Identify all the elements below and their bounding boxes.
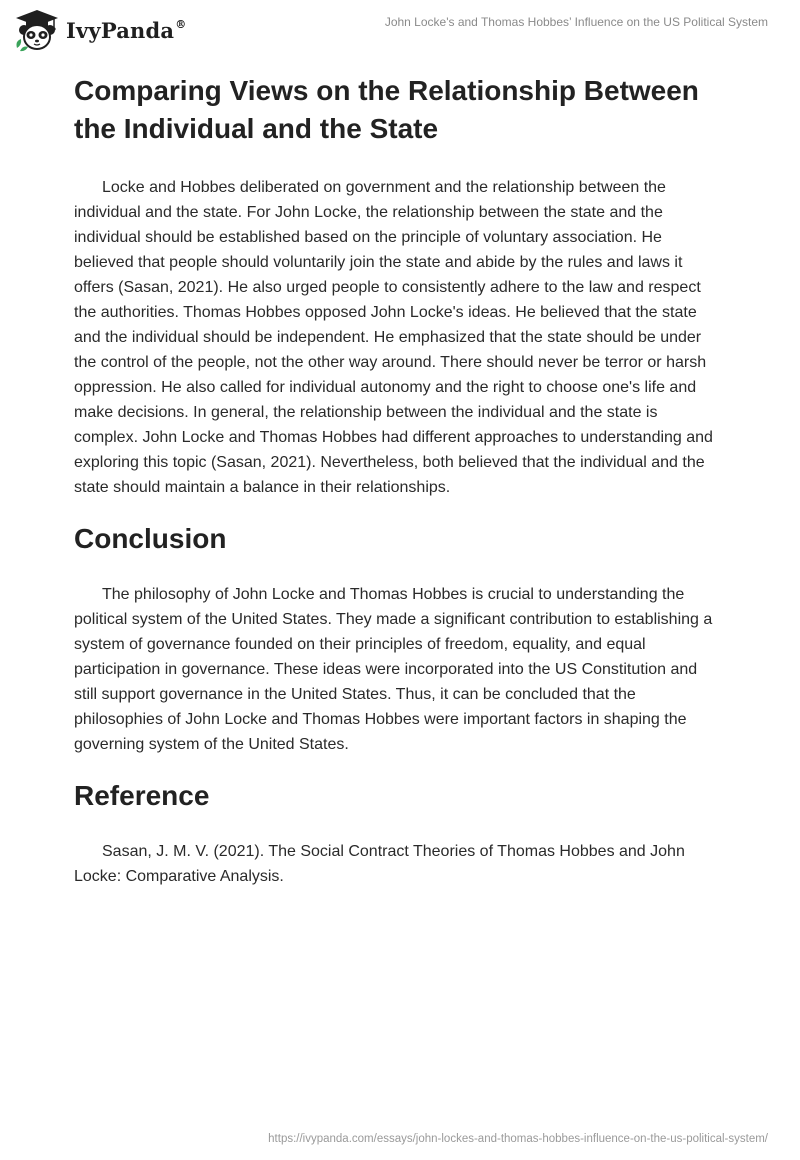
section-paragraph-relationship: Locke and Hobbes deliberated on government and the relationship between the individual and the state. For John Locke, the relationship between the state and the individual should be established based on the principle of voluntary association. He believed that people should voluntarily join the state and abide by the rules and laws it offers (Sasan, 2021). He also urged people to consistently adhere to the law and respect the authorities. Thomas Hobbes opposed John Locke's ideas. He believed that the state and the individual should be independent. He emphasized that the state should be under the control of the people, not the other way around. There should never be terror or harsh oppression. He also called for individual autonomy and the right to choose one's life and make decisions. In general, the relationship between the individual and the state is complex. John Locke and Thomas Hobbes had different approaches to understanding and exploring this topic (Sasan, 2021). Nevertheless, both believed that the individual and the state should maintain a balance in their relationships. bbox=[74, 179, 713, 496]
essay-body bbox=[74, 72, 724, 889]
running-title: John Locke's and Thomas Hobbes’ Influence on the US Political System bbox=[384, 15, 768, 29]
section-heading-reference: Reference bbox=[74, 780, 210, 811]
panda-graduate-icon bbox=[14, 8, 60, 52]
page-header bbox=[0, 0, 800, 60]
logo-wordmark: IvyPanda® bbox=[66, 17, 187, 43]
source-url-link[interactable]: https://ivypanda.com/essays/john-lockes-and-thomas-hobbes-influence-on-the-us-political-system/ bbox=[268, 1133, 768, 1145]
section-paragraph-conclusion: The philosophy of John Locke and Thomas Hobbes is crucial to understanding the political system of the United States. They made a significant contribution to establishing a system of governance founded on their principles of freedom, equality, and equal participation in governance. These ideas were incorporated into the US Constitution and still support governance in the United States. Thus, it can be concluded that the philosophies of John Locke and Thomas Hobbes were important factors in shaping the governing system of the United States. bbox=[74, 586, 713, 753]
section-heading-conclusion: Conclusion bbox=[74, 523, 227, 554]
ivypanda-logo[interactable] bbox=[14, 8, 194, 52]
section-heading-relationship: Comparing Views on the Relationship Between the Individual and the State bbox=[74, 75, 699, 144]
reference-entry: Sasan, J. M. V. (2021). The Social Contract Theories of Thomas Hobbes and John Locke: Comparative Analysis. bbox=[74, 843, 685, 885]
